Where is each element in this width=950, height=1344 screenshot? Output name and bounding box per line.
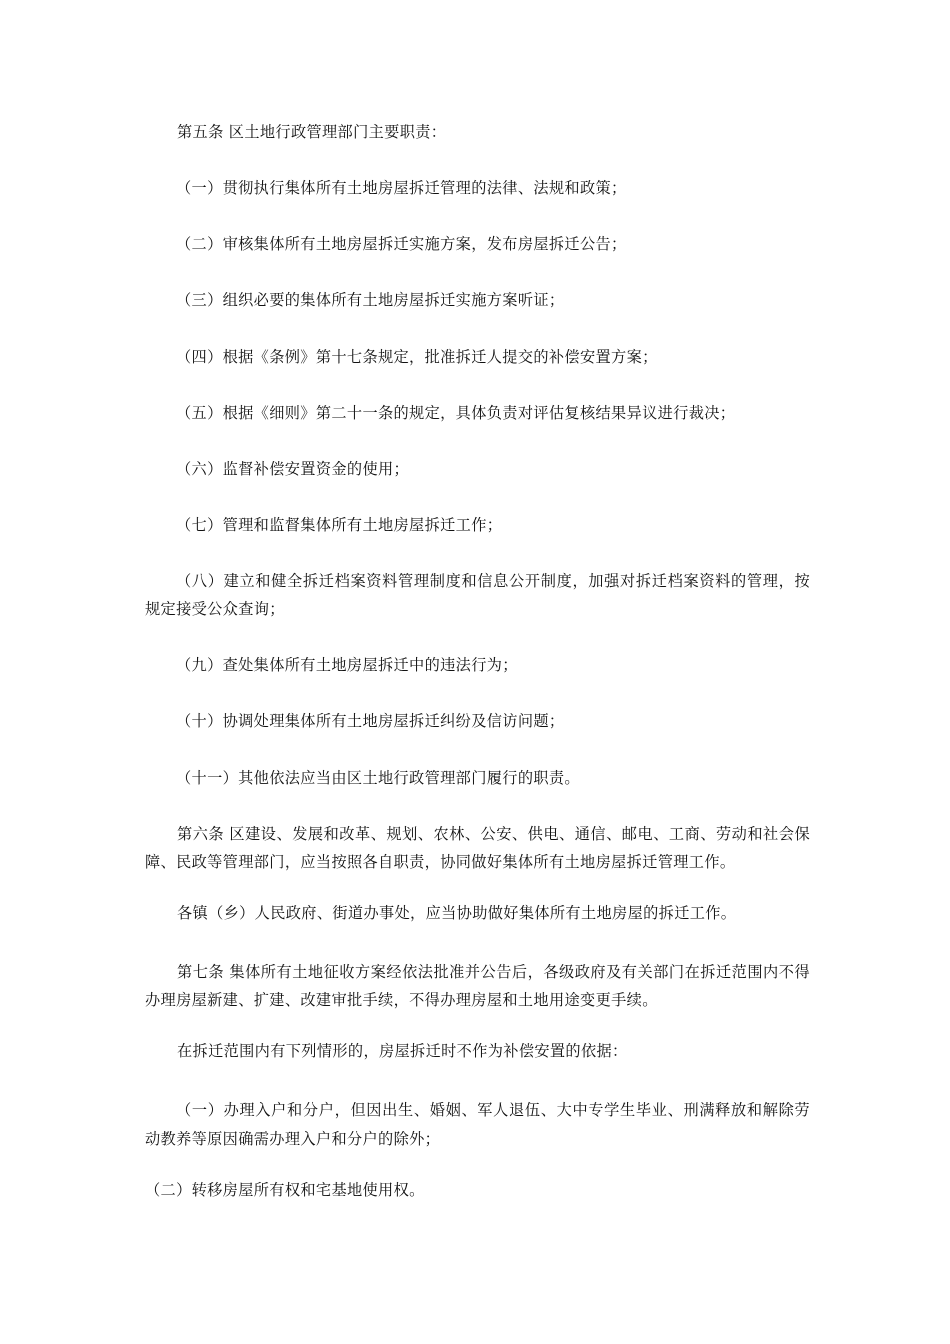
article-7-conditions-heading: 在拆迁范围内有下列情形的，房屋拆迁时不作为补偿安置的依据： (177, 1042, 628, 1061)
article-5-item-1: （一）贯彻执行集体所有土地房屋拆迁管理的法律、法规和政策； (176, 179, 627, 198)
article-5-item-9: （九）查处集体所有土地房屋拆迁中的违法行为； (176, 656, 518, 675)
article-5-item-2: （二）审核集体所有土地房屋拆迁实施方案，发布房屋拆迁公告； (176, 235, 627, 254)
article-6-support-paragraph: 各镇（乡）人民政府、街道办事处，应当协助做好集体所有土地房屋的拆迁工作。 (177, 903, 737, 922)
article-7-item-1: （一）办理入户和分户，但因出生、婚姻、军人退伍、大中专学生毕业、刑满释放和解除劳动教养等原因确需办理入户和分户的除外； (145, 1101, 810, 1148)
article-7-item-2: （二）转移房屋所有权和宅基地使用权。 (145, 1180, 425, 1199)
article-5-heading: 第五条 区土地行政管理部门主要职责： (177, 123, 447, 141)
article-5-item-8: （八）建立和健全拆迁档案资料管理制度和信息公开制度，加强对拆迁档案资料的管理，按规定接受公众查询； (145, 572, 810, 619)
article-5-item-7: （七）管理和监督集体所有土地房屋拆迁工作； (176, 515, 503, 534)
article-5-item-6: （六）监督补偿安置资金的使用； (176, 459, 410, 478)
article-5-item-4: （四）根据《条例》第十七条规定，批准拆迁人提交的补偿安置方案； (176, 347, 658, 366)
document-body (145, 118, 810, 1204)
article-5-item-3: （三）组织必要的集体所有土地房屋拆迁实施方案听证； (176, 291, 565, 310)
article-5-item-11: （十一）其他依法应当由区土地行政管理部门履行的职责。 (176, 768, 580, 787)
article-5-item-5: （五）根据《细则》第二十一条的规定，具体负责对评估复核结果异议进行裁决； (176, 403, 736, 422)
article-7-paragraph: 第七条 集体所有土地征收方案经依法批准并公告后，各级政府及有关部门在拆迁范围内不得办理房屋新建、扩建、改建审批手续，不得办理房屋和土地用途变更手续。 (145, 963, 810, 1010)
article-5-item-10: （十）协调处理集体所有土地房屋拆迁纠纷及信访问题； (176, 712, 565, 731)
article-6-paragraph: 第六条 区建设、发展和改革、规划、农林、公安、供电、通信、邮电、工商、劳动和社会保障、民政等管理部门，应当按照各自职责，协同做好集体所有土地房屋拆迁管理工作。 (145, 824, 810, 871)
